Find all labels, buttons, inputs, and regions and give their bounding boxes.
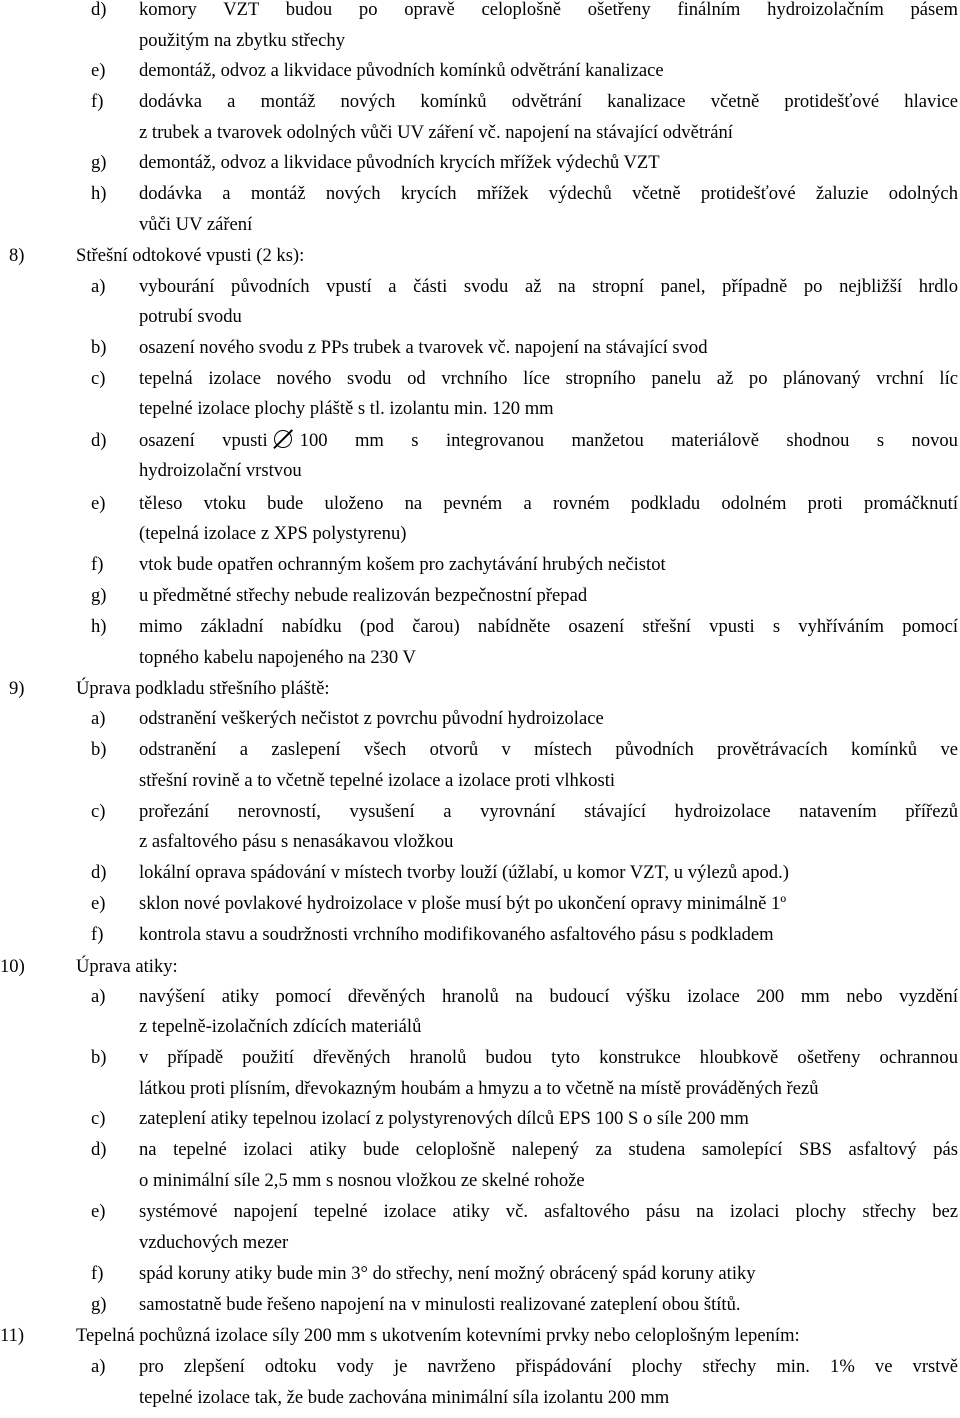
item-text: prořezání nerovností, vysušení a vyrovnání stávající hydroizolace natavením přířezů xyxy=(139,801,958,822)
list-item-line xyxy=(0,1201,960,1232)
item-text: hydroizolační vrstvou xyxy=(139,460,302,481)
item-text: potrubí svodu xyxy=(139,306,242,327)
section-heading-line xyxy=(0,678,960,709)
section-heading-line xyxy=(0,1325,960,1356)
list-item-line xyxy=(0,430,960,461)
item-text: osazení nového svodu z PPs trubek a tvarovek vč. napojení na stávající svod xyxy=(139,337,708,358)
list-item-line xyxy=(0,1387,960,1418)
list-item-line xyxy=(0,831,960,862)
section-title: Úprava atiky: xyxy=(76,956,178,977)
item-letter: e) xyxy=(91,60,106,81)
item-letter: f) xyxy=(91,554,104,575)
list-item-line xyxy=(0,1139,960,1170)
item-text: samostatně bude řešeno napojení na v minulosti realizované zateplení obou štítů. xyxy=(139,1294,741,1315)
item-text: demontáž, odvoz a likvidace původních krycích mřížek výdechů VZT xyxy=(139,152,660,173)
item-letter: h) xyxy=(91,183,107,204)
item-text: z tepelně-izolačních zdících materiálů xyxy=(139,1016,422,1037)
item-text: vybourání původních vpustí a části svodu až na stropní panel, případně po nejbližší hrdlo xyxy=(139,276,958,297)
item-text: spád koruny atiky bude min 3° do střechy, není možný obrácený spád koruny atiky xyxy=(139,1263,756,1284)
item-text: na tepelné izolaci atiky bude celoplošně nalepený za studena samolepící SBS asfaltový pás xyxy=(139,1139,958,1160)
item-letter: d) xyxy=(91,1139,107,1160)
section-title: Střešní odtokové vpusti (2 ks): xyxy=(76,245,305,266)
list-item-line xyxy=(0,862,960,893)
list-item-line xyxy=(0,893,960,924)
item-text: demontáž, odvoz a likvidace původních komínků odvětrání kanalizace xyxy=(139,60,664,81)
item-text: navýšení atiky pomocí dřevěných hranolů na budoucí výšku izolace 200 mm nebo vyzdění xyxy=(139,986,958,1007)
list-item-line xyxy=(0,398,960,429)
item-letter: a) xyxy=(91,708,106,729)
list-item-line xyxy=(0,91,960,122)
item-letter: d) xyxy=(91,0,107,20)
item-text: kontrola stavu a soudržnosti vrchního modifikovaného asfaltového pásu s podkladem xyxy=(139,924,774,945)
item-text: komory VZT budou po opravě celoplošně ošetřeny finálním hydroizolačním pásem xyxy=(139,0,958,20)
list-item-line xyxy=(0,1294,960,1325)
item-letter: a) xyxy=(91,1356,106,1377)
item-text: použitým na zbytku střechy xyxy=(139,30,346,51)
item-text: vzduchových mezer xyxy=(139,1232,289,1253)
item-text-before-symbol: osazení vpusti xyxy=(139,430,268,451)
list-item-line xyxy=(0,122,960,153)
item-letter: a) xyxy=(91,986,106,1007)
item-letter: b) xyxy=(91,337,107,358)
list-item-line xyxy=(0,1170,960,1201)
section-title: Úprava podkladu střešního pláště: xyxy=(76,678,330,699)
list-item-line xyxy=(0,1108,960,1139)
item-text: těleso vtoku bude uloženo na pevném a rovném podkladu odolném proti promáčknutí xyxy=(139,493,958,514)
item-text: (tepelná izolace z XPS polystyrenu) xyxy=(139,523,407,544)
item-text: pro zlepšení odtoku vody je navrženo přispádování plochy střechy min. 1% ve vrstvě xyxy=(139,1356,958,1377)
item-text: odstranění a zaslepení všech otvorů v místech původních provětrávacích komínků ve xyxy=(139,739,958,760)
list-item-line xyxy=(0,924,960,955)
list-item-line xyxy=(0,739,960,770)
item-letter: e) xyxy=(91,493,106,514)
item-text: tepelná izolace nového svodu od vrchního líce stropního panelu až po plánovaný vrchní líc xyxy=(139,368,958,389)
list-item-line xyxy=(0,1232,960,1263)
section-heading-line xyxy=(0,956,960,987)
item-letter: f) xyxy=(91,91,104,112)
item-letter: b) xyxy=(91,739,107,760)
item-letter: h) xyxy=(91,616,107,637)
list-item-line xyxy=(0,0,960,30)
list-item-line xyxy=(0,460,960,491)
item-text: z trubek a tvarovek odolných vůči UV záření vč. napojení na stávající odvětrání xyxy=(139,122,733,143)
list-item-line xyxy=(0,585,960,616)
item-letter: c) xyxy=(91,1108,106,1129)
list-item-line xyxy=(0,1047,960,1078)
item-text xyxy=(139,430,958,452)
list-item-line xyxy=(0,770,960,801)
item-text: dodávka a montáž nových komínků odvětrání kanalizace včetně protidešťové hlavice xyxy=(139,91,958,112)
item-text: vtok bude opatřen ochranným košem pro zachytávání hrubých nečistot xyxy=(139,554,666,575)
section-title: Tepelná pochůzná izolace síly 200 mm s ukotvením kotevními prvky nebo celoplošným lepením: xyxy=(76,1325,800,1346)
list-item-line xyxy=(0,30,960,61)
item-text: dodávka a montáž nových krycích mřížek výdechů včetně protidešťové žaluzie odolných xyxy=(139,183,958,204)
list-item-line xyxy=(0,708,960,739)
item-letter: e) xyxy=(91,1201,106,1222)
item-letter: d) xyxy=(91,430,107,451)
item-text: sklon nové povlakové hydroizolace v ploše musí být po ukončení opravy minimálně 1º xyxy=(139,893,787,914)
item-text: systémové napojení tepelné izolace atiky vč. asfaltového pásu na izolaci plochy střechy bez xyxy=(139,1201,958,1222)
item-letter: e) xyxy=(91,893,106,914)
item-letter: d) xyxy=(91,862,107,883)
item-letter: b) xyxy=(91,1047,107,1068)
list-item-line xyxy=(0,647,960,678)
item-letter: g) xyxy=(91,152,107,173)
section-heading-line xyxy=(0,245,960,276)
item-text: zateplení atiky tepelnou izolací z polystyrenových dílců EPS 100 S o síle 200 mm xyxy=(139,1108,749,1129)
item-letter: f) xyxy=(91,1263,104,1284)
list-item-line xyxy=(0,1263,960,1294)
section-number: 10) xyxy=(0,956,25,977)
item-text: z asfaltového pásu s nenasákavou vložkou xyxy=(139,831,454,852)
item-letter: g) xyxy=(91,585,107,606)
list-item-line xyxy=(0,1356,960,1387)
list-item-line xyxy=(0,276,960,307)
section-number: 9) xyxy=(9,678,25,699)
diameter-symbol-icon xyxy=(274,430,292,448)
item-text: o minimální síle 2,5 mm s nosnou vložkou ze skelné rohože xyxy=(139,1170,585,1191)
list-item-line xyxy=(0,214,960,245)
section-number: 11) xyxy=(0,1325,25,1346)
list-item-line xyxy=(0,523,960,554)
item-letter: a) xyxy=(91,276,106,297)
list-item-line xyxy=(0,1016,960,1047)
item-text: v případě použití dřevěných hranolů budou tyto konstrukce hloubkově ošetřeny ochrannou xyxy=(139,1047,958,1068)
list-item-line xyxy=(0,1078,960,1109)
list-item-line xyxy=(0,152,960,183)
list-item-line xyxy=(0,986,960,1017)
item-letter: c) xyxy=(91,801,106,822)
section-number: 8) xyxy=(9,245,25,266)
item-text: tepelné izolace tak, že bude zachována minimální síla izolantu 200 mm xyxy=(139,1387,670,1408)
item-text: u předmětné střechy nebude realizován bezpečnostní přepad xyxy=(139,585,588,606)
list-item-line xyxy=(0,616,960,647)
item-letter: c) xyxy=(91,368,106,389)
item-text: odstranění veškerých nečistot z povrchu původní hydroizolace xyxy=(139,708,604,729)
list-item-line xyxy=(0,183,960,214)
list-item-line xyxy=(0,801,960,832)
list-item-line xyxy=(0,306,960,337)
list-item-line xyxy=(0,337,960,368)
item-text: mimo základní nabídku (pod čarou) nabídněte osazení střešní vpusti s vyhříváním pomocí xyxy=(139,616,958,637)
list-item-line xyxy=(0,554,960,585)
item-text: vůči UV záření xyxy=(139,214,253,235)
list-item-line xyxy=(0,368,960,399)
item-letter: f) xyxy=(91,924,104,945)
item-text: tepelné izolace plochy pláště s tl. izolantu min. 120 mm xyxy=(139,398,554,419)
item-text-after-symbol: 100 mm s integrovanou manžetou materiálově shodnou s novou xyxy=(299,430,958,451)
item-text: látkou proti plísním, dřevokazným houbám a hmyzu a to včetně na místě prováděných řezů xyxy=(139,1078,819,1099)
item-text: střešní rovině a to včetně tepelné izolace a izolace proti vlhkosti xyxy=(139,770,616,791)
item-text: topného kabelu napojeného na 230 V xyxy=(139,647,416,668)
item-letter: g) xyxy=(91,1294,107,1315)
list-item-line xyxy=(0,493,960,524)
list-item-line xyxy=(0,60,960,91)
item-text: lokální oprava spádování v místech tvorby louží (úžlabí, u komor VZT, u výlezů apod.) xyxy=(139,862,789,883)
